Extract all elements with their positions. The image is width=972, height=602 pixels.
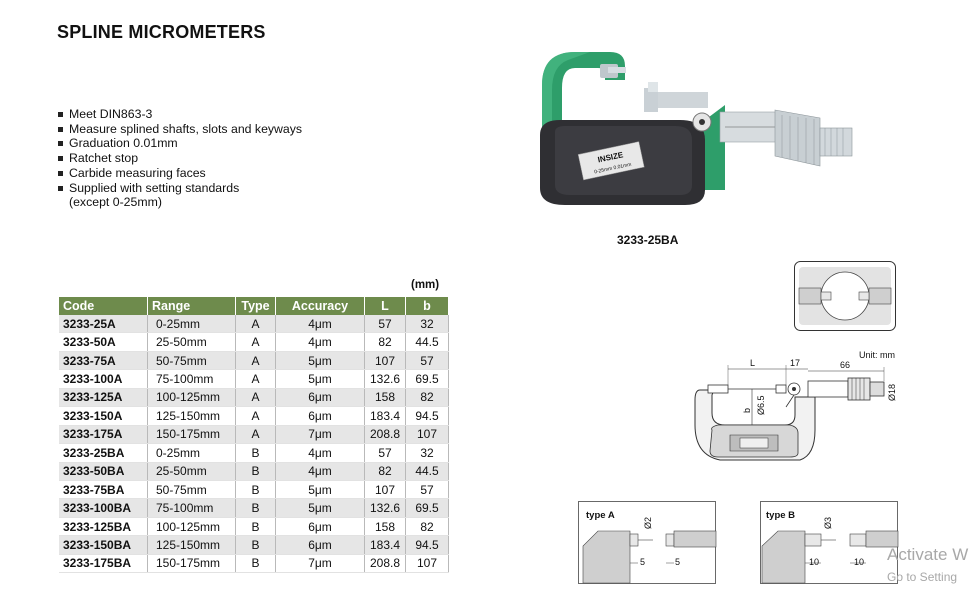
type-b-label: type B [766,510,796,521]
cell-type: A [236,370,276,388]
cell-range: 25-50mm [148,462,236,480]
unit-note: (mm) [411,279,440,291]
cell-type: A [236,315,276,333]
cell-type: A [236,425,276,443]
micrometer-photo [520,40,860,230]
cell-l: 208.8 [365,425,406,443]
cell-accuracy: 4μm [276,462,365,480]
product-model-label: 3233-25BA [617,233,679,247]
dim-d18: Ø18 [887,383,897,401]
cell-range: 75-100mm [148,499,236,517]
type-b-width-1: 10 [809,557,820,567]
cell-b: 32 [406,444,449,462]
table-row [59,480,449,498]
table-header-row [59,297,449,315]
table-row [59,554,449,572]
cell-range: 150-175mm [148,554,236,572]
table-row [59,351,449,369]
dim-d65: Ø6.5 [756,395,766,415]
cell-type: B [236,462,276,480]
cell-type: B [236,536,276,554]
cell-l: 183.4 [365,536,406,554]
cell-l: 107 [365,480,406,498]
cell-l: 208.8 [365,554,406,572]
cell-range: 75-100mm [148,370,236,388]
cell-accuracy: 5μm [276,480,365,498]
cell-code: 3233-25A [59,315,148,333]
type-b-width-2: 10 [854,557,865,567]
activation-watermark-settings: Go to Setting [887,570,958,584]
cell-accuracy: 4μm [276,315,365,333]
header-b: b [406,297,449,315]
cell-code: 3233-125BA [59,517,148,535]
table-row [59,370,449,388]
table-row [59,444,449,462]
header-l: L [365,297,406,315]
cell-accuracy: 6μm [276,407,365,425]
cell-b: 94.5 [406,536,449,554]
cell-range: 0-25mm [148,444,236,462]
type-a-detail [578,501,716,584]
table-row [59,499,449,517]
cell-b: 44.5 [406,333,449,351]
cell-l: 132.6 [365,370,406,388]
cell-accuracy: 4μm [276,444,365,462]
cell-accuracy: 6μm [276,388,365,406]
cell-l: 183.4 [365,407,406,425]
feature-list [57,107,302,210]
type-a-width-2: 5 [675,557,681,567]
cell-l: 158 [365,517,406,535]
cell-b: 32 [406,315,449,333]
cell-code: 3233-75A [59,351,148,369]
range-marking: 0-25mm 0.01mm [593,161,632,176]
cell-type: A [236,407,276,425]
cell-code: 3233-175A [59,425,148,443]
cell-accuracy: 7μm [276,425,365,443]
cell-code: 3233-50BA [59,462,148,480]
table-row [59,333,449,351]
cell-b: 57 [406,351,449,369]
cell-type: B [236,499,276,517]
cell-type: A [236,351,276,369]
cell-b: 57 [406,480,449,498]
feature-item: Measure splined shafts, slots and keyways [57,122,302,137]
table-row [59,425,449,443]
cell-range: 50-75mm [148,480,236,498]
dim-17: 17 [790,358,801,368]
cell-l: 82 [365,333,406,351]
cell-type: A [236,333,276,351]
feature-item: Ratchet stop [57,151,302,166]
cell-range: 0-25mm [148,315,236,333]
cell-range: 25-50mm [148,333,236,351]
cell-type: A [236,388,276,406]
cell-range: 125-150mm [148,536,236,554]
header-accuracy: Accuracy [276,297,365,315]
cell-range: 125-150mm [148,407,236,425]
cell-accuracy: 6μm [276,517,365,535]
cell-accuracy: 5μm [276,351,365,369]
cell-code: 3233-50A [59,333,148,351]
cell-l: 57 [365,444,406,462]
cell-b: 82 [406,517,449,535]
cell-b: 44.5 [406,462,449,480]
cell-range: 100-125mm [148,517,236,535]
table-row [59,407,449,425]
cell-l: 82 [365,462,406,480]
feature-item: Meet DIN863-3 [57,107,302,122]
cell-accuracy: 4μm [276,333,365,351]
page-title: SPLINE MICROMETERS [57,22,266,42]
activation-watermark: Activate W [887,545,969,564]
cell-code: 3233-175BA [59,554,148,572]
header-type: Type [236,297,276,315]
cell-type: B [236,480,276,498]
cell-b: 94.5 [406,407,449,425]
unit-label: Unit: mm [859,350,895,360]
cell-type: B [236,554,276,572]
cell-code: 3233-125A [59,388,148,406]
cell-range: 100-125mm [148,388,236,406]
spec-table [59,297,449,573]
feature-item: Supplied with setting standards [57,181,302,196]
header-range: Range [148,297,236,315]
brand-text: INSIZE [596,150,625,165]
micrometer-technical-drawing [690,355,905,467]
cell-l: 57 [365,315,406,333]
cell-l: 107 [365,351,406,369]
cell-accuracy: 7μm [276,554,365,572]
cell-b: 69.5 [406,499,449,517]
cell-range: 150-175mm [148,425,236,443]
table-row [59,388,449,406]
cell-code: 3233-25BA [59,444,148,462]
cell-code: 3233-100BA [59,499,148,517]
cell-type: B [236,444,276,462]
cell-code: 3233-150A [59,407,148,425]
cell-accuracy: 5μm [276,499,365,517]
type-b-detail [760,501,898,584]
cell-code: 3233-100A [59,370,148,388]
cell-accuracy: 5μm [276,370,365,388]
cell-b: 69.5 [406,370,449,388]
type-a-diameter: Ø2 [643,516,653,529]
cell-b: 107 [406,554,449,572]
header-code: Code [59,297,148,315]
dim-l: L [750,358,756,368]
cell-type: B [236,517,276,535]
cell-l: 132.6 [365,499,406,517]
cell-b: 107 [406,425,449,443]
feature-item: Carbide measuring faces [57,166,302,181]
cell-code: 3233-75BA [59,480,148,498]
type-b-diameter: Ø3 [823,516,833,529]
dim-66: 66 [840,360,851,370]
spline-detail-view [794,261,896,331]
type-a-width-1: 5 [640,557,646,567]
cell-accuracy: 6μm [276,536,365,554]
dim-b: b [742,407,752,413]
table-row [59,517,449,535]
table-row [59,462,449,480]
table-row [59,536,449,554]
cell-b: 82 [406,388,449,406]
type-a-label: type A [586,510,615,521]
feature-item-continuation: (except 0-25mm) [69,195,162,210]
feature-item: Graduation 0.01mm [57,136,302,151]
cell-l: 158 [365,388,406,406]
cell-code: 3233-150BA [59,536,148,554]
table-row [59,315,449,333]
cell-range: 50-75mm [148,351,236,369]
